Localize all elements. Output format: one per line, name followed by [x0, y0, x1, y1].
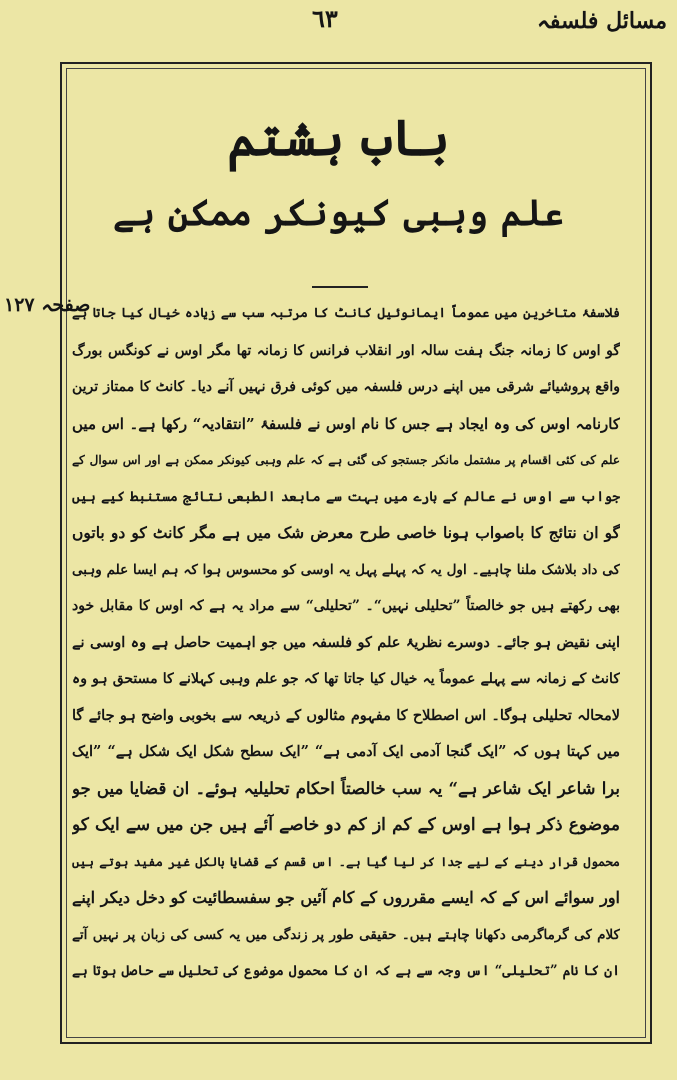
text-line: واقع پروشیائے شرقی میں اپنے درس فلسفہ میں کوئی فرق نہیں آنے دیا۔ کانٹ کا ممتاز ترین — [72, 379, 620, 395]
text-line: بھی رکھتے ہیں جو خالصتاً ”تحلیلی نہیں“۔ ”تحلیلی“ سے مراد یہ ہے کہ اوس کا مقابل خود — [72, 598, 620, 614]
text-line: اور سوائے اس کے کہ ایسے مقرروں کے کام آئیں جو سفسطائیت کو دخل دیکر اپنے — [72, 888, 620, 907]
text-line: گو اوس کا زمانہ جنگ ہفت سالہ اور انقلاب فرانس کا زمانہ تھا مگر اوس نے کونگس بورگ — [72, 342, 620, 359]
text-line: کی داد بلاشک ملنا چاہیے۔ اول یہ کہ پہلے پہل یہ اوسی کو محسوس ہوا کہ ہم ایسا علم وہبی — [72, 561, 620, 578]
page-number: ٦٣ — [312, 4, 338, 33]
text-line: فلاسفۂ متاخرین میں عموماً ایمانوئیل کانٹ کا مرتبہ سب سے زیادہ خیال کیا جاتا ہے — [72, 306, 620, 321]
text-line: موضوع ذکر ہوا ہے اوس کے کم از کم دو خاصے آئے ہیں جن میں سے ایک کو — [72, 815, 620, 835]
text-line: محمول قرار دینے کے لیے جدا کر لیا گیا ہے۔ اس قسم کے قضایا بالکل غیر مفید ہوتے ہیں — [72, 853, 620, 869]
text-line: علم کی کئی اقسام پر مشتمل مانکر جستجو کی گئی ہے کہ علم وہبی کیونکر ممکن ہے اور اس سوال کے — [72, 453, 620, 467]
text-line: اپنی نقیض ہو جائے۔ دوسرے نظریۂ علم کو فلسفہ میں جو اہمیت حاصل ہے وہ اوسی نے — [72, 633, 620, 651]
text-line: برا شاعر ایک شاعر ہے“ یہ سب خالصتاً احکام تحلیلیہ ہوئے۔ ان قضایا میں جو — [72, 778, 620, 798]
text-line: گو ان نتائج کا باصواب ہونا خاصی طرح معرض شک میں ہے مگر کانٹ کو دو باتوں — [72, 523, 620, 542]
text-line: لامحالہ تحلیلی ہوگا۔ اس اصطلاح کا مفہوم مثالوں کے ذریعہ سے بخوبی واضح ہو جائے گا — [72, 706, 620, 724]
chapter-subtitle: علم وہبی کیونکر ممکن ہے — [113, 192, 564, 234]
title-rule — [312, 286, 368, 288]
text-line: کانٹ کے زمانہ سے پہلے عموماً یہ خیال کیا جاتا تھا کہ جو علم وہبی کہلانے کا مستحق ہو وہ — [72, 671, 620, 687]
text-line: جواب سے اوس نے عالم کے بارے میں بہت سے مابعد الطبعی نتائج مستنبط کیے ہیں — [72, 488, 620, 505]
text-line: ان کا نام ”تحلیلی“ اس وجہ سے ہے کہ ان کا محمول موضوع کی تحلیل سے حاصل ہوتا ہے — [72, 963, 620, 979]
text-line: کارنامہ اوس کی وہ ایجاد ہے جس کا نام اوس نے فلسفۂ ”انتقادیہ“ رکھا ہے۔ اس میں — [72, 414, 620, 433]
body-text — [72, 296, 620, 990]
chapter-title: باب ہشتم — [227, 108, 450, 167]
margin-note: صفحہ ١٢٧ — [4, 294, 91, 316]
text-line: کلام کی گرماگرمی دکھانا چاہتے ہیں۔ حقیقی طور پر زندگی میں یہ کسی کی زبان پر نہیں آتے — [72, 926, 620, 943]
text-line: میں کہتا ہوں کہ ”ایک گنجا آدمی ایک آدمی ہے“ ”ایک سطح شکل ایک شکل ہے“ ”ایک — [72, 743, 620, 760]
running-title: مسائل فلسفہ — [536, 8, 667, 34]
